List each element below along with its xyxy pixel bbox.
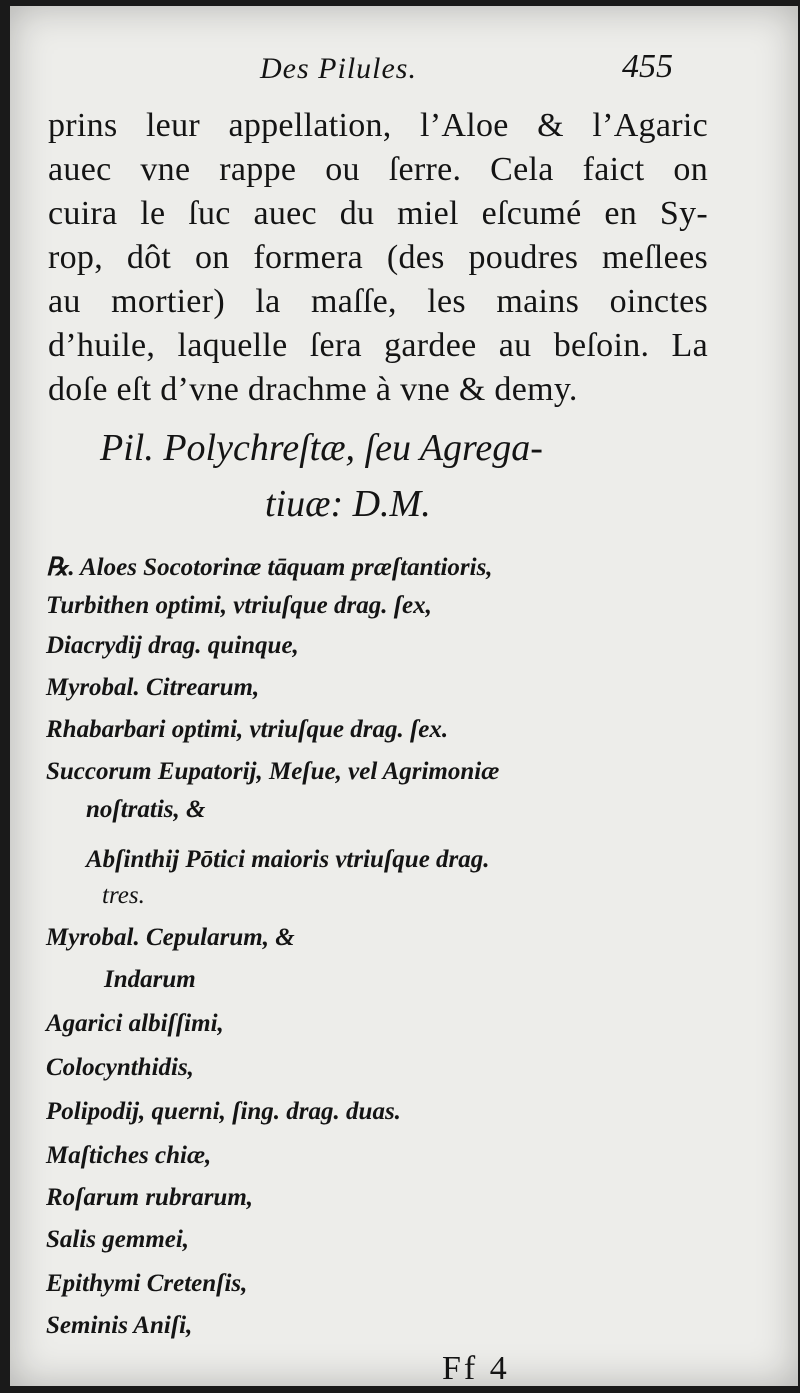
recipe-item: Succorum Eupatorij, Meſue, vel Agrimoniæ [46,758,500,785]
body-line: rop, dôt on formera (des poudres meſlees [48,239,708,276]
body-line: au mortier) la maſſe, les mains oinctes [48,283,708,320]
recipe-item: Roſarum rubrarum, [46,1184,254,1211]
recipe-item: Seminis Aniſi, [46,1312,193,1339]
recipe-item: noſtratis, & [86,796,206,823]
recipe-item: Polipodij, querni, ſing. drag. duas. [46,1098,401,1125]
recipe-item: Salis gemmei, [46,1226,190,1253]
signature-mark: Ff 4 [442,1350,510,1386]
section-heading-line-2: tiuæ: D.M. [265,483,431,525]
body-line: auec vne rappe ou ſerre. Cela faict on [48,151,708,188]
body-line: cuira le ſuc auec du miel eſcumé en Sy- [48,195,708,232]
recipe-item: Rhabarbari optimi, vtriuſque drag. ſex. [46,716,449,743]
page-number: 455 [622,48,673,85]
body-line: d’huile, laquelle ſera gardee au beſoin. La [48,327,708,364]
recipe-item: Indarum [104,966,196,993]
body-line: prins leur appellation, l’Aloe & l’Agaric [48,107,708,144]
recipe-item: tres. [102,882,145,909]
recipe-item: Colocynthidis, [46,1054,194,1081]
body-paragraph [48,104,708,412]
page-header [10,44,798,94]
recipe-item: Myrobal. Cepularum, & [46,924,295,951]
recipe-item: Myrobal. Citrearum, [46,674,260,701]
recipe-item: Diacrydij drag. quinque, [46,632,299,659]
recipe-item: Agarici albiſſimi, [46,1010,224,1037]
recipe-item: Maſtiches chiæ, [46,1142,212,1169]
body-line: doſe eſt d’vne drachme à vne & demy. [48,371,578,408]
recipe-item: Abſinthij Pōtici maioris vtriuſque drag. [86,846,490,873]
section-heading-line-1: Pil. Polychreſtæ, ſeu Agrega- [100,427,543,469]
recipe-item: Turbithen optimi, vtriuſque drag. ſex, [46,592,432,619]
recipe-item: Epithymi Cretenſis, [46,1270,248,1297]
running-title: Des Pilules. [260,52,417,85]
recipe-item: ℞. Aloes Socotorinæ tāquam præſtantioris, [46,554,493,581]
book-page [10,6,798,1386]
